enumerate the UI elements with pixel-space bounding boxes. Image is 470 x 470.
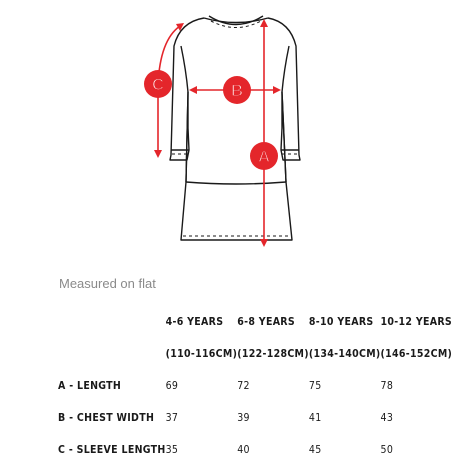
row-label: A - LENGTH — [58, 380, 122, 392]
marker-c-label: C — [151, 75, 165, 94]
header-empty — [58, 306, 166, 338]
size-header-row — [58, 306, 452, 338]
measurement-a-arrow — [250, 19, 278, 247]
header-size: 4-6 YEARS — [165, 316, 224, 328]
table-cell: 43 — [380, 412, 394, 424]
table-row — [58, 434, 452, 466]
table-row — [58, 370, 452, 402]
row-label: B - CHEST WIDTH — [58, 412, 155, 424]
subheader-empty — [58, 338, 166, 370]
table-cell: 50 — [380, 444, 394, 456]
table-cell: 72 — [237, 380, 250, 392]
row-label: C - SLEEVE LENGTH — [58, 444, 166, 456]
subheader-height: (134-140CM) — [308, 348, 381, 360]
marker-b-label: B — [230, 81, 244, 100]
header-size: 10-12 YEARS — [380, 316, 453, 328]
size-chart-table — [58, 306, 452, 466]
header-size: 6-8 YEARS — [237, 316, 295, 328]
table-row — [58, 402, 452, 434]
table-cell: 75 — [308, 380, 322, 392]
height-range-row — [58, 338, 452, 370]
table-cell: 41 — [308, 412, 322, 424]
header-size: 8-10 YEARS — [308, 316, 374, 328]
subheader-height: (110-116CM) — [165, 348, 238, 360]
table-cell: 37 — [165, 412, 179, 424]
marker-a-label: A — [257, 147, 271, 166]
table-cell: 45 — [308, 444, 322, 456]
measurement-c-arrow — [144, 23, 184, 158]
table-cell: 78 — [380, 380, 394, 392]
measurement-b-arrow — [189, 76, 281, 104]
subheader-height: (122-128CM) — [237, 348, 309, 360]
stitch-lines — [172, 21, 298, 236]
table-cell: 35 — [165, 444, 179, 456]
measured-on-flat-caption: Measured on flat — [59, 276, 156, 291]
dress-outline — [170, 16, 300, 240]
table-cell: 69 — [165, 380, 179, 392]
table-cell: 39 — [237, 412, 250, 424]
table-cell: 40 — [237, 444, 250, 456]
subheader-height: (146-152CM) — [380, 348, 453, 360]
